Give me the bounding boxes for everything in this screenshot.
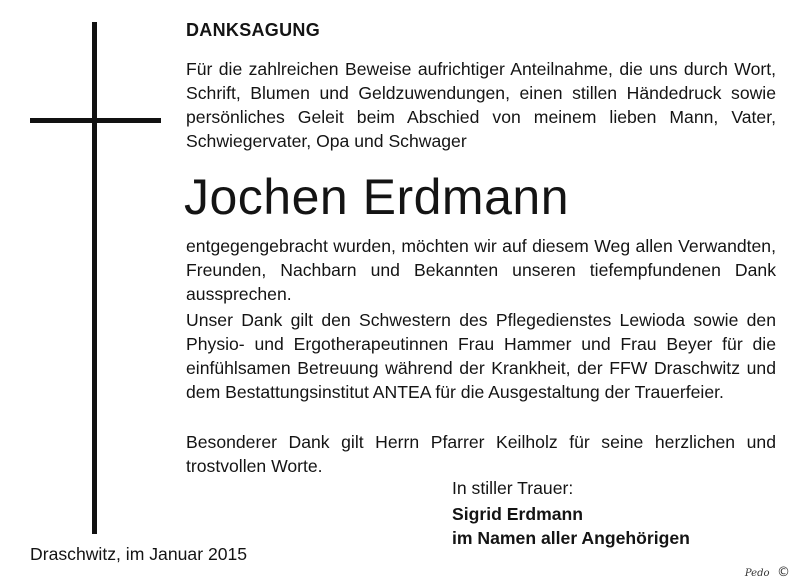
deceased-name: Jochen Erdmann: [184, 169, 570, 225]
copyright-icon: ©: [777, 565, 790, 580]
credit-mark: [745, 565, 790, 580]
credit-logo: Pedo: [744, 568, 770, 579]
mourning-label: In stiller Trauer:: [452, 478, 574, 498]
care-thanks-paragraph: Unser Dank gilt den Schwestern des Pflegedienstes Lewioda sowie den Physio- und Ergotherapeutinnen Frau Hammer und Frau Beyer für die einfühlsamen Betreuung während der Krankheit, der FFW Draschwitz und dem Bestattungsinstitut ANTEA für die Ausgestaltung der Trauerfeier.: [186, 310, 776, 402]
signer-name: Sigrid Erdmann: [452, 504, 583, 524]
intro-paragraph: Für die zahlreichen Beweise aufrichtiger Anteilnahme, die uns durch Wort, Schrift, Blumen und Geldzuwendungen, einen stillen Händedruck sowie persönliches Geleit beim Abschied von meinem lieben Mann, Vater, Schwiegervater, Opa und Schwager: [186, 59, 776, 151]
signer-family: im Namen aller Angehörigen: [452, 528, 690, 548]
cross-horizontal-bar: [30, 118, 161, 123]
thanks-paragraph: entgegengebracht wurden, möchten wir auf diesem Weg allen Verwandten, Freunden, Nachbarn und Bekannten unseren tiefempfundenen Dank aussprechen.: [186, 236, 776, 304]
cross-vertical-bar: [92, 22, 97, 534]
signers: [452, 502, 690, 550]
place-date: Draschwitz, im Januar 2015: [30, 544, 248, 564]
heading: DANKSAGUNG: [186, 20, 321, 40]
pastor-thanks-paragraph: Besonderer Dank gilt Herrn Pfarrer Keilholz für seine herzlichen und trostvollen Worte.: [186, 432, 776, 476]
